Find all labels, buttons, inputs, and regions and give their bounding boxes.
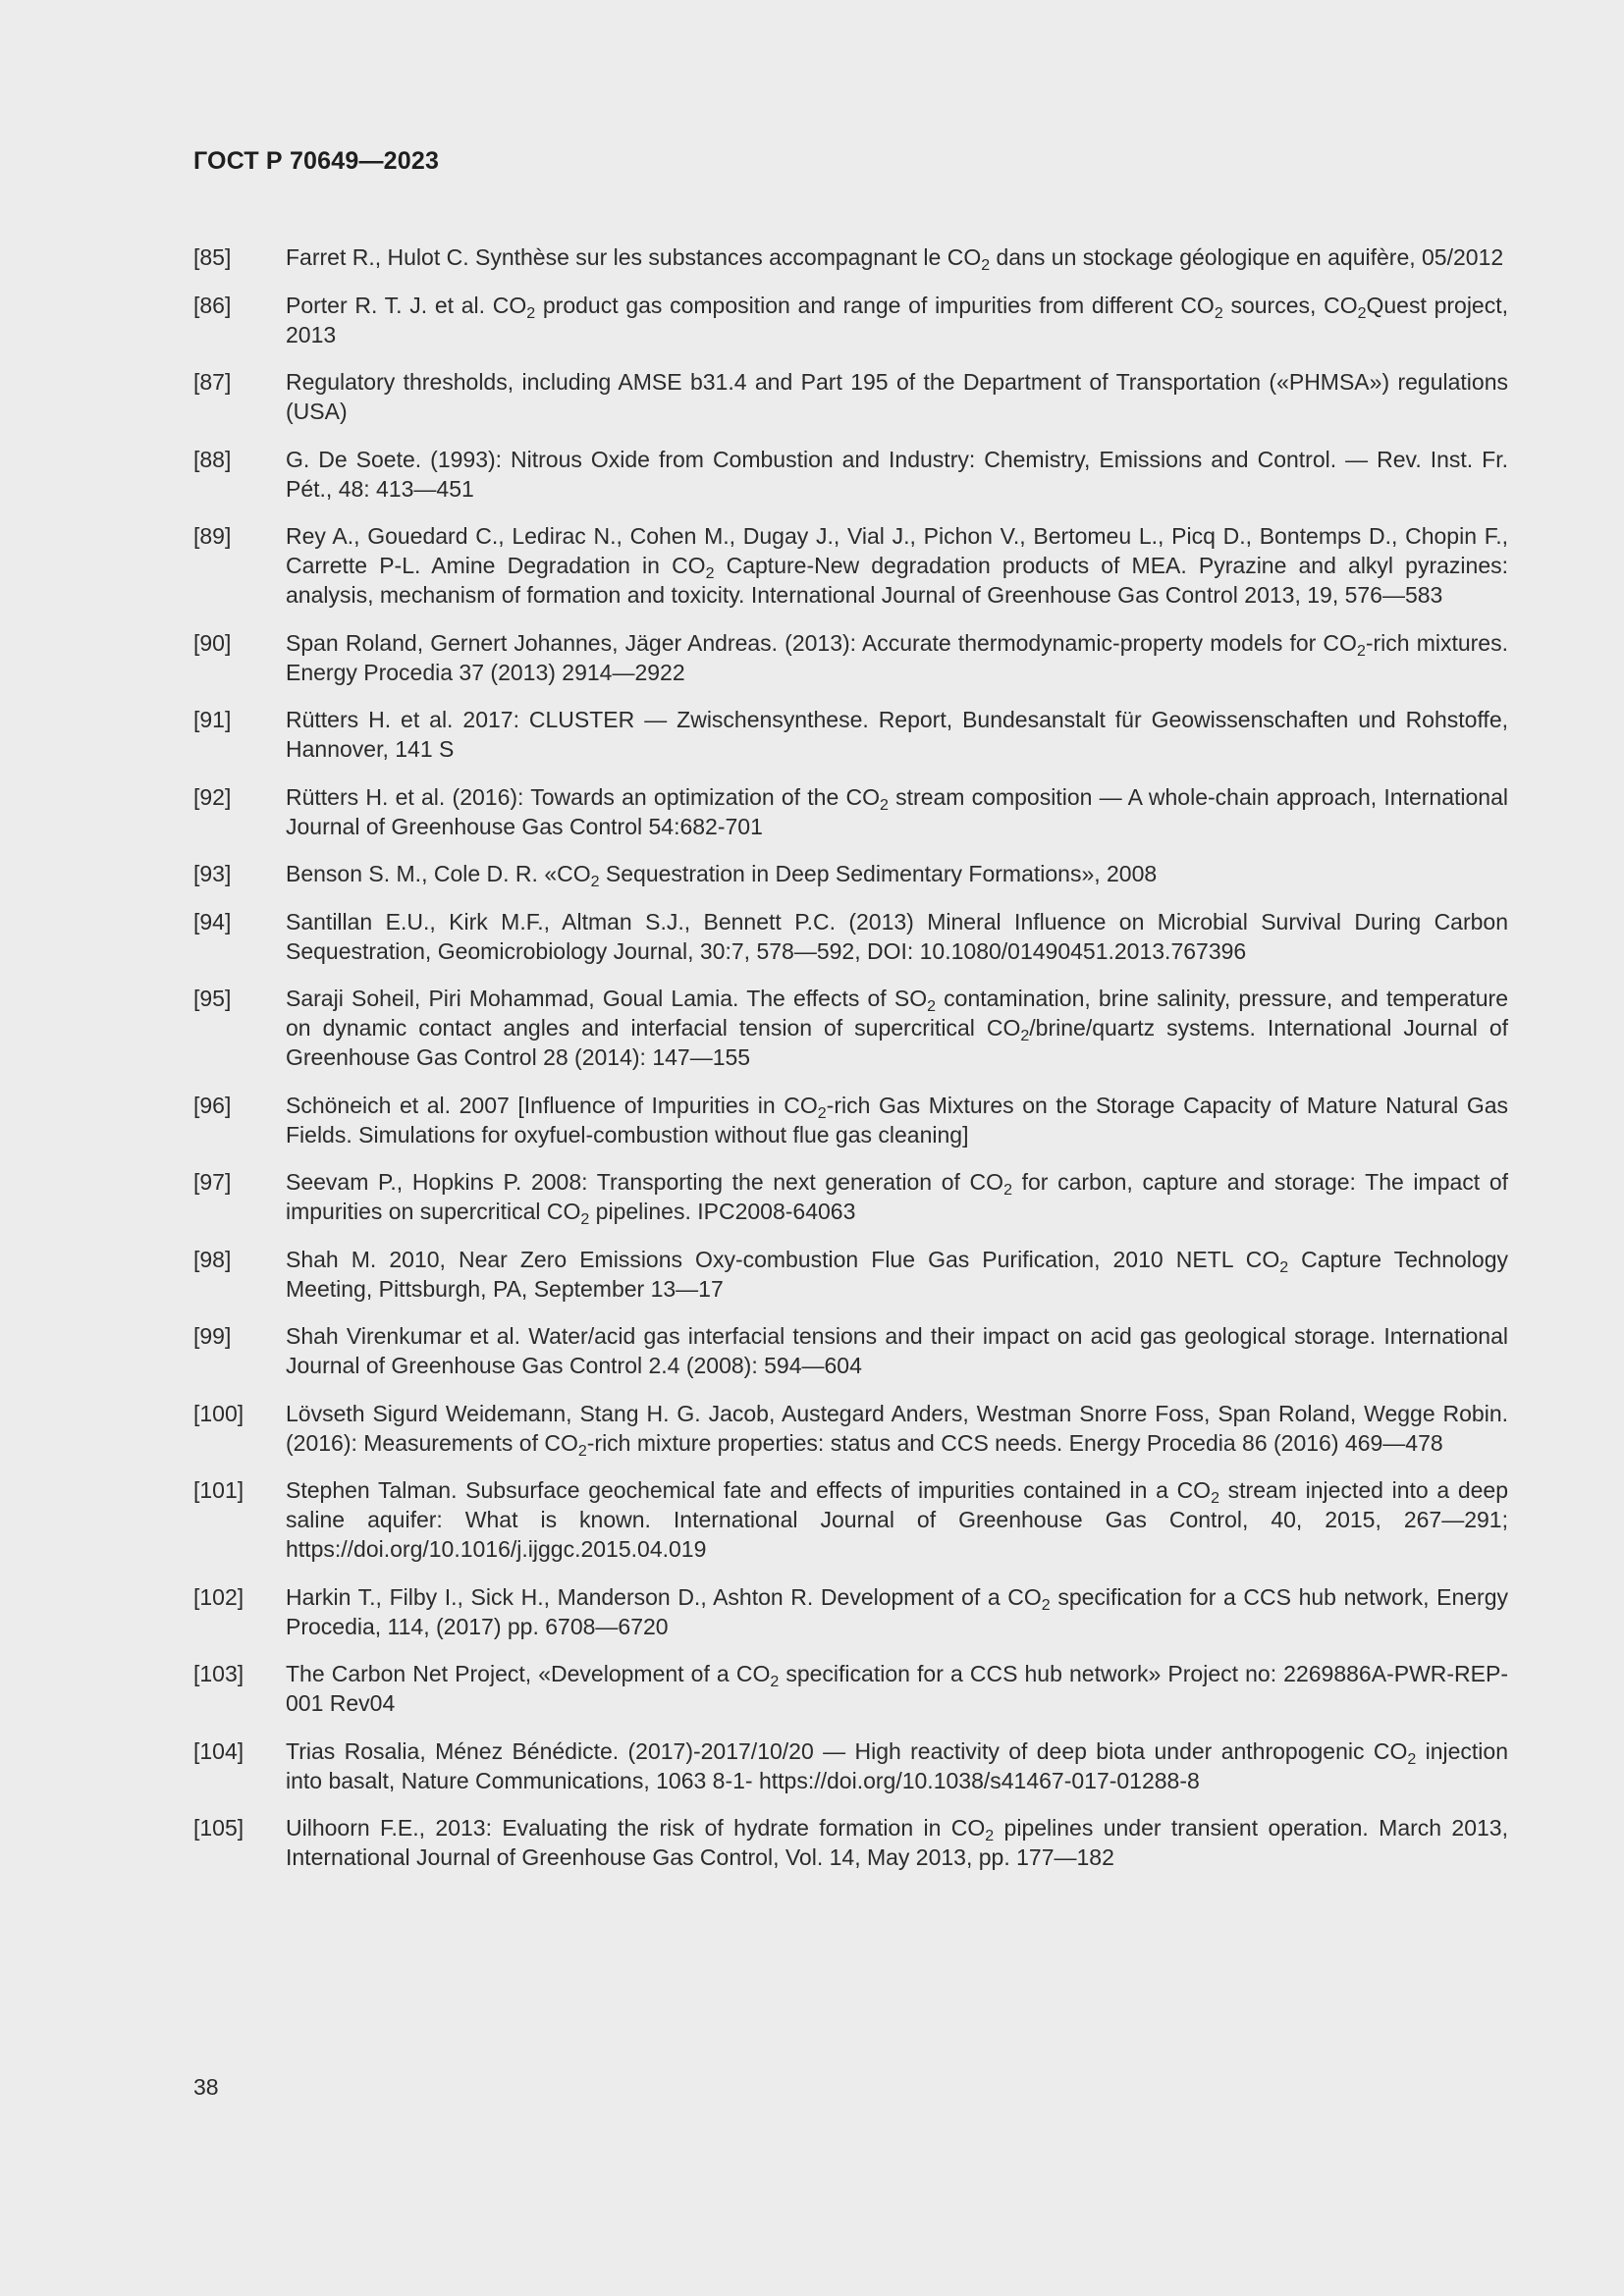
reference-number: [99] [193, 1323, 232, 1349]
reference-number: [91] [193, 707, 232, 732]
reference-text-segment: product gas composition and range of impurities from different CO [535, 292, 1215, 318]
reference-text-segment: G. De Soete. (1993): Nitrous Oxide from Combustion and Industry: Chemistry, Emissions and Control. — Rev. Inst. Fr. Pét., 48: 413—451 [286, 446, 1508, 502]
reference-text [286, 1245, 1508, 1304]
reference-text-segment: sources, CO [1222, 292, 1358, 318]
reference-item [193, 1167, 1508, 1226]
reference-text-segment: contamination, brine salinity, pressure, and temperature on dynamic contact angles and interfacial tension of supercritical CO [286, 986, 1508, 1041]
reference-number: [95] [193, 986, 232, 1011]
subscript: 2 [705, 565, 715, 582]
reference-number: [94] [193, 908, 232, 934]
reference-text [286, 242, 1508, 272]
reference-text-segment: pipelines. IPC2008-64063 [589, 1199, 856, 1224]
reference-text-segment: -rich mixtures. Energy Procedia 37 (2013) 2914—2922 [286, 629, 1508, 685]
reference-item [193, 521, 1508, 610]
reference-text-segment: Quest project, 2013 [286, 292, 1509, 347]
reference-text [286, 907, 1508, 966]
reference-number: [97] [193, 1169, 232, 1195]
reference-item [193, 1399, 1508, 1458]
reference-text [286, 1321, 1508, 1380]
reference-number: [101] [193, 1477, 244, 1503]
reference-text-segment: -rich Gas Mixtures on the Storage Capacity of Mature Natural Gas Fields. Simulations for oxyfuel-combustion without flue gas cleaning] [286, 1092, 1508, 1148]
reference-text [286, 1813, 1508, 1872]
subscript: 2 [985, 1828, 995, 1844]
reference-text-segment: Shah Virenkumar et al. Water/acid gas interfacial tensions and their impact on acid gas geological storage. International Journal of Greenhouse Gas Control 2.4 (2008): 594—604 [286, 1323, 1508, 1378]
reference-text-segment: Farret R., Hulot C. Synthèse sur les substances accompagnant le CO [286, 244, 982, 270]
subscript: 2 [1407, 1750, 1417, 1768]
reference-text [286, 1475, 1508, 1564]
reference-text-segment: pipelines under transient operation. March 2013, International Journal of Greenhouse Gas Control, Vol. 14, May 2013, pp. 177—182 [286, 1815, 1508, 1870]
page-number: 38 [193, 2074, 219, 2100]
reference-number: [103] [193, 1661, 244, 1686]
reference-text [286, 859, 1508, 888]
reference-text-segment: Rey A., Gouedard C., Ledirac N., Cohen M., Dugay J., Vial J., Pichon V., Bertomeu L., Picq D., Bontemps D., Chopin F., Carrette P-L. Amine Degradation in CO [286, 523, 1508, 578]
reference-text-segment: Rütters H. et al. (2016): Towards an optimization of the CO [286, 783, 881, 810]
reference-text-segment: specification for a CCS hub network» Project no: 2269886A-PWR-REP-001 Rev04 [286, 1661, 1508, 1716]
reference-number: [92] [193, 783, 232, 810]
reference-item [193, 859, 1508, 888]
reference-text-segment: Trias Rosalia, Ménez Bénédicte. (2017)-2017/10/20 — High reactivity of deep biota under anthropogenic CO [286, 1737, 1408, 1764]
reference-text-segment: Benson S. M., Cole D. R. «CO [286, 861, 591, 886]
reference-number: [96] [193, 1092, 232, 1118]
subscript: 2 [526, 304, 536, 322]
reference-text-segment: The Carbon Net Project, «Development of a CO [286, 1661, 771, 1686]
reference-text-segment: Seevam P., Hopkins P. 2008: Transporting the next generation of CO [286, 1169, 1004, 1195]
reference-text-segment: Rütters H. et al. 2017: CLUSTER — Zwischensynthese. Report, Bundesanstalt für Geowissenschaften und Rohstoffe, Hannover, 141 S [286, 707, 1508, 762]
reference-text-segment: Porter R. T. J. et al. CO [286, 292, 527, 318]
reference-text [286, 705, 1508, 764]
reference-item [193, 705, 1508, 764]
reference-text [286, 367, 1508, 426]
reference-number: [105] [193, 1815, 244, 1841]
reference-number: [102] [193, 1583, 244, 1610]
reference-text-segment: injection into basalt, Nature Communications, 1063 8-1- https://doi.org/10.1038/s41467-017-01288-8 [286, 1737, 1508, 1793]
reference-text [286, 1399, 1508, 1458]
reference-item [193, 1321, 1508, 1380]
subscript: 2 [1356, 642, 1366, 660]
reference-text [286, 1659, 1508, 1718]
reference-text-segment: specification for a CCS hub network, Energy Procedia, 114, (2017) pp. 6708—6720 [286, 1583, 1508, 1639]
reference-item [193, 445, 1508, 504]
subscript: 2 [1279, 1258, 1289, 1276]
reference-text-segment: stream composition — A whole-chain approach, International Journal of Greenhouse Gas Control 54:682-701 [286, 783, 1508, 839]
reference-item [193, 367, 1508, 426]
reference-text-segment: /brine/quartz systems. International Journal of Greenhouse Gas Control 28 (2014): 147—155 [286, 1015, 1508, 1070]
reference-text [286, 1091, 1508, 1149]
reference-text-segment: Harkin T., Filby I., Sick H., Manderson D., Ashton R. Development of a CO [286, 1583, 1042, 1610]
reference-text [286, 1736, 1508, 1795]
reference-number: [87] [193, 369, 232, 395]
reference-text [286, 445, 1508, 504]
reference-item [193, 242, 1508, 272]
reference-text [286, 782, 1508, 841]
reference-number: [93] [193, 861, 232, 886]
reference-item [193, 1475, 1508, 1564]
reference-text-segment: Regulatory thresholds, including AMSE b31.4 and Part 195 of the Department of Transportation («PHMSA») regulations (USA) [286, 369, 1508, 424]
reference-text [286, 1582, 1508, 1641]
reference-text-segment: stream injected into a deep saline aquifer: What is known. International Journal of Greenhouse Gas Control, 40, 2015, 267—291; https://doi.org/10.1016/j.ijggc.2015.04.019 [286, 1477, 1508, 1562]
reference-text-segment: dans un stockage géologique en aquifère, 05/2012 [990, 244, 1504, 270]
subscript: 2 [981, 257, 991, 274]
reference-text-segment: Span Roland, Gernert Johannes, Jäger Andreas. (2013): Accurate thermodynamic-property models for CO [286, 629, 1357, 656]
reference-item [193, 984, 1508, 1072]
reference-item [193, 782, 1508, 841]
reference-number: [104] [193, 1737, 244, 1764]
reference-text-segment: Sequestration in Deep Sedimentary Formations», 2008 [599, 861, 1158, 886]
reference-text-segment: Schöneich et al. 2007 [Influence of Impurities in CO [286, 1092, 818, 1118]
subscript: 2 [1020, 1028, 1030, 1044]
reference-number: [90] [193, 629, 232, 656]
reference-item [193, 1813, 1508, 1872]
reference-item [193, 291, 1508, 349]
reference-text-segment: for carbon, capture and storage: The impact of impurities on supercritical CO [286, 1169, 1509, 1224]
reference-text [286, 291, 1508, 349]
reference-text-segment: Saraji Soheil, Piri Mohammad, Goual Lamia. The effects of SO [286, 986, 928, 1011]
reference-text-segment: Santillan E.U., Kirk M.F., Altman S.J., Bennett P.C. (2013) Mineral Influence on Microbial Survival During Carbon Sequestration, Geomicrobiology Journal, 30:7, 578—592, DOI: 10.1080/01490451.2013.767396 [286, 908, 1508, 964]
reference-text-segment: Capture Technology Meeting, Pittsburgh, PA, September 13—17 [286, 1246, 1508, 1302]
subscript: 2 [577, 1442, 587, 1460]
reference-text-segment: Stephen Talman. Subsurface geochemical fate and effects of impurities contained in a CO [286, 1477, 1212, 1503]
subscript: 2 [880, 796, 889, 814]
reference-text [286, 984, 1508, 1072]
document-header: ГОСТ Р 70649—2023 [193, 147, 440, 175]
reference-text-segment: Lövseth Sigurd Weidemann, Stang H. G. Jacob, Austegard Anders, Westman Snorre Foss, Span Roland, Wegge Robin. (2016): Measurements of CO [286, 1400, 1508, 1456]
subscript: 2 [1357, 304, 1367, 322]
subscript: 2 [927, 998, 936, 1015]
subscript: 2 [580, 1211, 590, 1228]
reference-item [193, 1736, 1508, 1795]
subscript: 2 [817, 1104, 827, 1122]
subscript: 2 [1211, 1490, 1219, 1507]
reference-list [193, 242, 1508, 1891]
reference-number: [88] [193, 446, 232, 472]
reference-text [286, 628, 1508, 687]
subscript: 2 [1003, 1182, 1012, 1199]
reference-text-segment: Capture-New degradation products of MEA. Pyrazine and alkyl pyrazines: analysis, mechanism of formation and toxicity. International Journal of Greenhouse Gas Control 2013, 19, 576—583 [286, 553, 1508, 608]
subscript: 2 [590, 874, 600, 890]
reference-text-segment: Uilhoorn F.E., 2013: Evaluating the risk of hydrate formation in CO [286, 1815, 986, 1841]
reference-text-segment: Shah M. 2010, Near Zero Emissions Oxy-combustion Flue Gas Purification, 2010 NETL CO [286, 1246, 1280, 1272]
reference-item [193, 1245, 1508, 1304]
subscript: 2 [770, 1674, 780, 1690]
reference-item [193, 1659, 1508, 1718]
reference-item [193, 1582, 1508, 1641]
reference-item [193, 628, 1508, 687]
reference-number: [98] [193, 1246, 232, 1272]
subscript: 2 [1214, 304, 1223, 322]
subscript: 2 [1041, 1596, 1051, 1614]
reference-text-segment: -rich mixture properties: status and CCS needs. Energy Procedia 86 (2016) 469—478 [586, 1429, 1443, 1456]
reference-number: [85] [193, 244, 232, 270]
reference-item [193, 907, 1508, 966]
reference-number: [86] [193, 292, 232, 318]
reference-number: [89] [193, 523, 232, 549]
reference-number: [100] [193, 1400, 244, 1426]
reference-item [193, 1091, 1508, 1149]
reference-text [286, 1167, 1508, 1226]
reference-text [286, 521, 1508, 610]
